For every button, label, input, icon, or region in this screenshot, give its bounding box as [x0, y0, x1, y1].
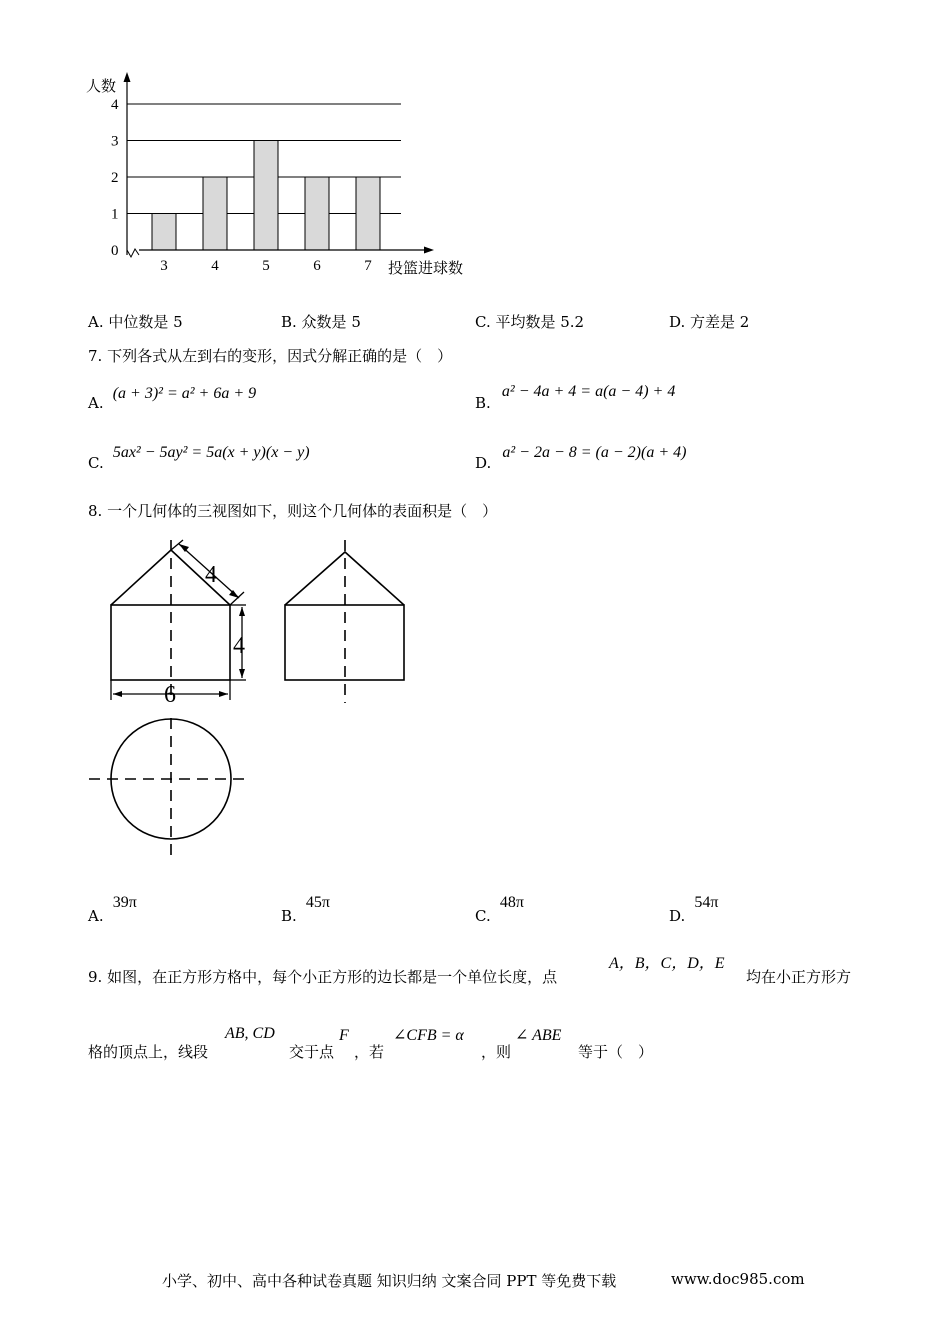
- q9-segments: AB, CD: [225, 1025, 275, 1042]
- three-view-diagram: [0, 530, 950, 870]
- x-tick-label: 3: [160, 258, 168, 274]
- option-letter: C.: [475, 907, 491, 925]
- option-value: 48π: [499, 894, 524, 911]
- q9-line1-end: 均在小正方形方: [746, 968, 852, 986]
- q9-line2-a: 格的顶点上，线段: [88, 1043, 209, 1061]
- option-letter: C.: [88, 454, 104, 472]
- dim-height-label: 4: [233, 633, 245, 659]
- q8-option-d[interactable]: [669, 892, 719, 925]
- option-value: 39π: [112, 894, 137, 911]
- width-arrow-right: [219, 691, 228, 697]
- footer-url[interactable]: www.doc985.com: [671, 1270, 805, 1288]
- q7-option-d[interactable]: [475, 442, 687, 472]
- option-letter: A.: [88, 907, 104, 925]
- q6-option-a[interactable]: A. 中位数是 5: [88, 313, 183, 331]
- bar-3: [152, 214, 176, 251]
- q9-line2-d: ，则: [481, 1043, 512, 1061]
- y-tick-label: 3: [111, 133, 119, 150]
- option-letter: B.: [281, 907, 297, 925]
- width-arrow-left: [113, 691, 122, 697]
- q9-points: A，B，C，D，E: [609, 955, 725, 972]
- height-arrow-bottom: [239, 669, 245, 678]
- option-expression: (a + 3)² = a² + 6a + 9: [112, 385, 257, 402]
- y-tick-label: 4: [111, 97, 119, 113]
- x-tick-label: 7: [364, 258, 372, 274]
- q8-option-c[interactable]: [475, 892, 524, 925]
- option-letter: B.: [475, 394, 491, 412]
- q9-line1-text: 9. 如图，在正方形方格中，每个小正方形的边长都是一个单位长度，点: [88, 968, 558, 986]
- x-axis-arrow: [424, 247, 434, 254]
- x-tick-labels: [160, 258, 372, 274]
- q8-option-a[interactable]: [88, 892, 137, 925]
- option-letter: D.: [475, 454, 492, 472]
- y-tick-label: 1: [111, 206, 119, 223]
- option-letter: A.: [88, 394, 104, 412]
- q9-line2-c: ，若: [354, 1043, 385, 1061]
- q8-option-b[interactable]: [281, 892, 330, 925]
- q7-option-b[interactable]: [475, 381, 676, 412]
- footer-text: 小学、初中、高中各种试卷真题 知识归纳 文案合同 PPT 等免费下载: [162, 1272, 617, 1290]
- q7-stem: 7. 下列各式从左到右的变形，因式分解正确的是（ ）: [88, 347, 453, 365]
- x-tick-label: 4: [211, 258, 219, 274]
- option-value: 54π: [694, 894, 719, 911]
- x-axis-title: 投篮进球数: [388, 261, 464, 277]
- q7-option-c[interactable]: [88, 442, 310, 472]
- dim-slant-label: 4: [205, 562, 217, 588]
- q9-line2-b: 交于点: [289, 1043, 335, 1061]
- q9-point-f: F: [339, 1027, 349, 1044]
- y-axis-title: 人数: [86, 79, 117, 95]
- bar-6: [305, 177, 329, 250]
- bar-5: [254, 141, 278, 251]
- q9-angle-asked: ∠ ABE: [515, 1027, 562, 1044]
- x-tick-label: 5: [262, 258, 270, 274]
- q8-stem: 8. 一个几何体的三视图如下，则这个几何体的表面积是（ ）: [88, 502, 498, 520]
- bar-chart: [0, 0, 950, 300]
- q6-option-c[interactable]: C. 平均数是 5.2: [475, 313, 585, 331]
- q9-line2-e: 等于（ ）: [578, 1043, 654, 1061]
- axis-break: [127, 249, 139, 257]
- height-arrow-top: [239, 607, 245, 616]
- x-tick-label: 6: [313, 258, 321, 274]
- q6-option-d[interactable]: D. 方差是 2: [669, 313, 750, 331]
- q7-option-a[interactable]: [88, 383, 257, 412]
- option-expression: a² − 2a − 8 = (a − 2)(a + 4): [502, 444, 687, 461]
- bar-7: [356, 177, 380, 250]
- y-tick-labels: [111, 97, 119, 259]
- option-value: 45π: [305, 894, 330, 911]
- option-letter: D.: [669, 907, 686, 925]
- y-tick-label: 0: [111, 243, 119, 259]
- y-axis-arrow: [124, 72, 131, 82]
- q6-option-b[interactable]: B. 众数是 5: [281, 313, 361, 331]
- bar-4: [203, 177, 227, 250]
- option-expression: 5ax² − 5ay² = 5a(x + y)(x − y): [112, 444, 310, 461]
- y-tick-label: 2: [111, 170, 119, 186]
- q9-angle-given: ∠CFB = α: [393, 1027, 464, 1044]
- option-expression: a² − 4a + 4 = a(a − 4) + 4: [501, 383, 676, 400]
- dim-width-label: 6: [164, 682, 176, 708]
- chart-bars: [152, 141, 380, 251]
